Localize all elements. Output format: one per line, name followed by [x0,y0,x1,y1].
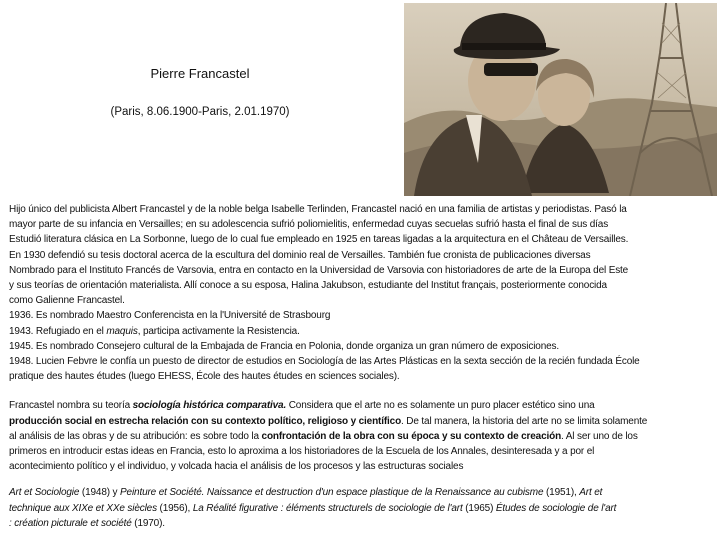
portrait-photo [404,3,717,196]
bio-line-1948: 1948. Lucien Febvre le confía un puesto de director de estudios en Sociología de las Artes Plásticas en la sexta sección de la recién fundada École [9,356,640,368]
bio-line: En 1930 defendió su tesis doctoral acerca de la escultura del dominio real de Versailles. También fue cronista de publicaciones diversas [9,249,591,261]
work-title: La Réalité figurative : éléments structurels de sociologie de l'art [192,502,463,514]
bio-line: Estudió literatura clásica en La Sorbonne, luego de lo cual fue empleado en 1925 en tareas ligadas a la arquitectura en el Château de Versailles. [9,234,629,246]
bio-text: , participa activamente la Resistencia. [137,325,300,337]
theory-text: Considera que el arte no es solamente un puro placer estético sino una [286,400,595,412]
work-year: (1956), [156,502,193,514]
bio-line-1945: 1945. Es nombrado Consejero cultural de la Embajada de Francia en Polonia, donde organiza un gran número de exposiciones. [9,340,559,352]
bio-line: Hijo único del publicista Albert Francastel y de la noble belga Isabelle Terlinden, Francastel nació en una familia de artistas y periodistas. Pasó la [9,204,627,215]
work-title: Peinture et Société. Naissance et destruction d'un espace plastique de la Renaissance au cubisme [120,487,544,499]
theory-text: primeros en introducir estas ideas en Francia, esto lo aproxima a los historiadores de la Escuela de los Annales, desinteresada y a por el [9,446,595,458]
bio-line: pratique des hautes études (luego EHESS, École des hautes études en sciences sociales). [9,371,400,383]
works-paragraph [9,485,715,531]
work-year: (1948) y [79,487,121,499]
bio-line: mayor parte de su infancia en Versailles; en su adolescencia sufrió poliomielitis, enfermedad cuyas secuelas sufrió hasta el final de sus días [9,219,609,231]
title-block [60,66,340,118]
theory-text: acontecimiento político y el individuo, y volcada hacia el análisis de los procesos y las estructuras sociales [9,461,464,473]
bio-italic-term: maquis [106,325,138,337]
theory-text: Francastel nombra su teoría [9,400,133,412]
theory-text: al análisis de las obras y de su atribución: es sobre todo la [9,430,262,442]
work-title: Art et [579,487,603,499]
theory-term: sociología histórica comparativa. [132,400,287,412]
work-year: (1970). [131,517,165,529]
biography-text [9,202,715,531]
theory-text: . De tal manera, la historia del arte no se limita solamente [401,415,648,427]
page-title: Pierre Francastel [150,66,250,81]
work-title: technique aux XIXe et XXe siècles [9,502,157,514]
work-year: (1965) [462,502,496,514]
portrait-photo-illustration [404,3,717,196]
bio-line: y sus teorías de orientación materialista. Allí conoce a su esposa, Halina Jakubson, estudiante del Institut français, posteriormente conocida [9,280,607,292]
bio-text: 1943. Refugiado en el [9,325,107,337]
theory-emphasis: producción social en estrecha relación con su contexto político, religioso y científico [9,415,402,427]
life-dates: (Paris, 8.06.1900-Paris, 2.01.1970) [110,106,290,118]
work-title: Études de sociologie de l'art [495,502,617,514]
bio-line-1936: 1936. Es nombrado Maestro Conferencista en la l'Université de Strasbourg [9,310,331,322]
work-year: (1951), [543,487,580,499]
bio-line-1943 [9,324,715,339]
bio-line: Nombrado para el Instituto Francés de Varsovia, entra en contacto en la Universidad de Varsovia con historiadores de arte de la Europa del Este [9,264,629,276]
work-title: : création picturale et société [9,517,132,529]
work-title: Art et Sociologie [9,487,80,499]
theory-emphasis: confrontación de la obra con su época y su contexto de creación [261,430,562,442]
theory-paragraph [9,398,715,474]
paragraph-gap [9,384,715,398]
bio-line: como Galienne Francastel. [9,295,125,307]
paragraph-gap [9,474,715,485]
theory-text: . Al ser uno de los [561,430,638,442]
